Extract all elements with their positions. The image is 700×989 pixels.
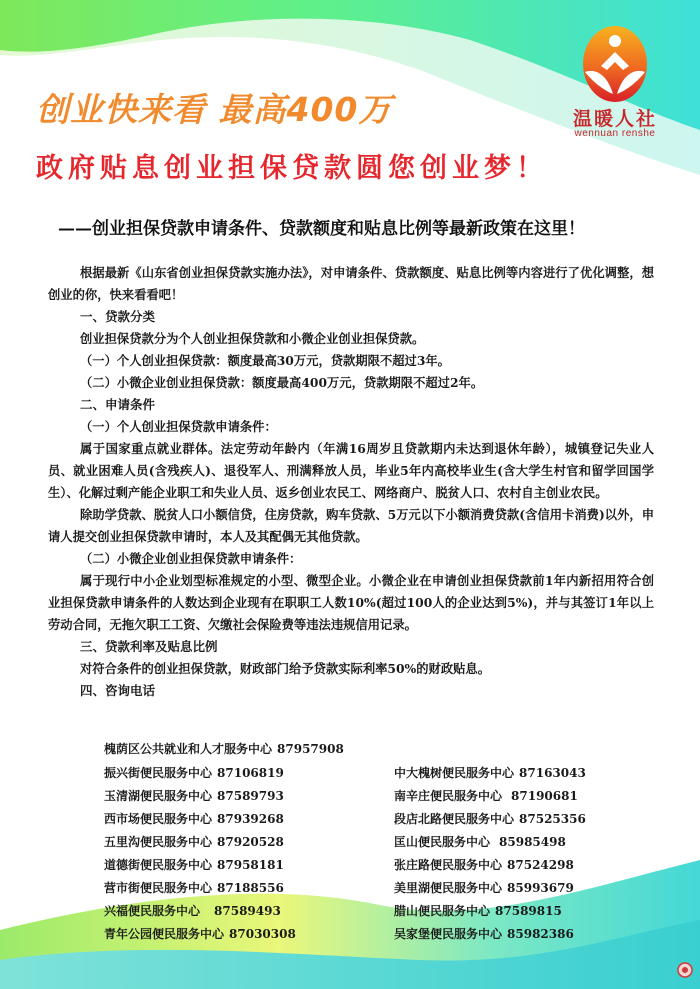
- logo-name-cn: 温暖人社: [572, 108, 657, 130]
- contact-name: 腊山便民服务中心: [394, 904, 491, 918]
- paragraph: 属于现行中小企业划型标准规定的小型、微型企业。小微企业在申请创业担保贷款前1年内新招用符合创业担保贷款申请条件的人数达到企业现有在职职工人数10%(超过100人的企业达到5%)，并与其签订1年以上劳动合同，无拖欠职工工资、欠缴社会保险费等违法违规信用记录。: [48, 573, 654, 632]
- logo-name-en: wennuan renshe: [574, 128, 656, 139]
- paragraph: 创业担保贷款分为个人创业担保贷款和小微企业创业担保贷款。: [80, 331, 425, 346]
- contact-item: [394, 856, 574, 873]
- contact-name: 振兴街便民服务中心: [104, 766, 213, 780]
- contact-item: [394, 764, 586, 781]
- wennuan-renshe-logo-icon: [575, 24, 655, 106]
- section-heading-hotline: 四、咨询电话: [80, 683, 156, 698]
- contact-phone: 87589793: [217, 789, 284, 803]
- brand-logo: [560, 24, 670, 139]
- policy-body: [48, 262, 654, 702]
- contact-item: [394, 925, 574, 942]
- site-watermark-seal-icon: [676, 962, 694, 980]
- headline-primary: 创业快来看 最高400万: [36, 90, 393, 129]
- contact-item: [394, 902, 562, 919]
- contact-name: 道德街便民服务中心: [104, 858, 213, 872]
- section-heading-loan-types: 一、贷款分类: [80, 309, 156, 324]
- contact-phone: 87920528: [217, 835, 284, 849]
- headline-secondary: 政府贴息创业担保贷款圆您创业梦！: [36, 153, 548, 184]
- contact-item: [104, 764, 284, 781]
- contact-name: 美里湖便民服务中心: [394, 881, 503, 895]
- intro-paragraph: 根据最新《山东省创业担保贷款实施办法》，对申请条件、贷款额度、贴息比例等内容进行了优化调整，想创业的你，快来看看吧！: [48, 265, 654, 302]
- contact-phone: 87106819: [217, 766, 284, 780]
- contact-item-main: [104, 740, 344, 757]
- contact-name: 玉清湖便民服务中心: [104, 789, 213, 803]
- contact-item: [104, 856, 284, 873]
- contact-name: 吴家堡便民服务中心: [394, 927, 503, 941]
- paragraph: （一）个人创业担保贷款：额度最高30万元，贷款期限不超过3年。: [80, 353, 450, 368]
- paragraph: （二）小微企业创业担保贷款申请条件：: [80, 551, 302, 566]
- paragraph: 除助学贷款、脱贫人口小额信贷，住房贷款，购车贷款、5万元以下小额消费贷款(含信用卡消费)以外，申请人提交创业担保贷款申请时，本人及其配偶无其他贷款。: [48, 507, 654, 544]
- contact-phone: 87524298: [507, 858, 574, 872]
- contact-name: 西市场便民服务中心: [104, 812, 213, 826]
- contact-phone: 87188556: [217, 881, 284, 895]
- contact-item: [104, 902, 281, 919]
- contact-phone: 87525356: [519, 812, 586, 826]
- contact-phone: 87030308: [229, 927, 296, 941]
- contact-item: [394, 787, 578, 804]
- contact-name: 五里沟便民服务中心: [104, 835, 213, 849]
- contact-name: 南辛庄便民服务中心: [394, 789, 503, 803]
- contact-phone: 85985498: [499, 835, 566, 849]
- contact-item: [104, 833, 284, 850]
- section-heading-interest: 三、贷款利率及贴息比例: [80, 639, 218, 654]
- contact-list: [0, 736, 700, 941]
- section-heading-conditions: 二、申请条件: [80, 397, 156, 412]
- contact-item: [394, 833, 566, 850]
- contact-item: [104, 810, 284, 827]
- subtitle: ——创业担保贷款申请条件、贷款额度和贴息比例等最新政策在这里！: [58, 219, 585, 239]
- contact-phone: 87957908: [277, 742, 344, 756]
- paragraph: （一）个人创业担保贷款申请条件：: [80, 419, 277, 434]
- paragraph: 对符合条件的创业担保贷款，财政部门给予贷款实际利率50%的财政贴息。: [80, 661, 491, 676]
- contact-phone: 87190681: [511, 789, 578, 803]
- contact-item: [104, 879, 284, 896]
- contact-name: 营市街便民服务中心: [104, 881, 213, 895]
- contact-item: [104, 925, 296, 942]
- contact-phone: 87589815: [495, 904, 562, 918]
- contact-item: [394, 879, 574, 896]
- paragraph: 属于国家重点就业群体。法定劳动年龄内（年满16周岁且贷款期内未达到退休年龄），城镇登记失业人员、就业困难人员(含残疾人)、退役军人、刑满释放人员，毕业5年内高校毕业生(含大学生村官和留学回国学生）、化解过剩产能企业职工和失业人员、返乡创业农民工、网络商户、脱贫人口、农村自主创业农民。: [48, 441, 654, 500]
- contact-phone: 87589493: [214, 904, 281, 918]
- contact-phone: 87939268: [217, 812, 284, 826]
- contact-phone: 85993679: [507, 881, 574, 895]
- paragraph: （二）小微企业创业担保贷款：额度最高400万元，贷款期限不超过2年。: [80, 375, 484, 390]
- contact-name: 张庄路便民服务中心: [394, 858, 503, 872]
- contact-phone: 87958181: [217, 858, 284, 872]
- contact-name: 中大槐树便民服务中心: [394, 766, 515, 780]
- contact-name: 槐荫区公共就业和人才服务中心: [104, 742, 273, 756]
- contact-name: 段店北路便民服务中心: [394, 812, 515, 826]
- contact-item: [394, 810, 586, 827]
- contact-name: 青年公园便民服务中心: [104, 927, 225, 941]
- contact-phone: 85982386: [507, 927, 574, 941]
- contact-item: [104, 787, 284, 804]
- contact-phone: 87163043: [519, 766, 586, 780]
- contact-name: 兴福便民服务中心: [104, 904, 201, 918]
- contact-name: 匡山便民服务中心: [394, 835, 491, 849]
